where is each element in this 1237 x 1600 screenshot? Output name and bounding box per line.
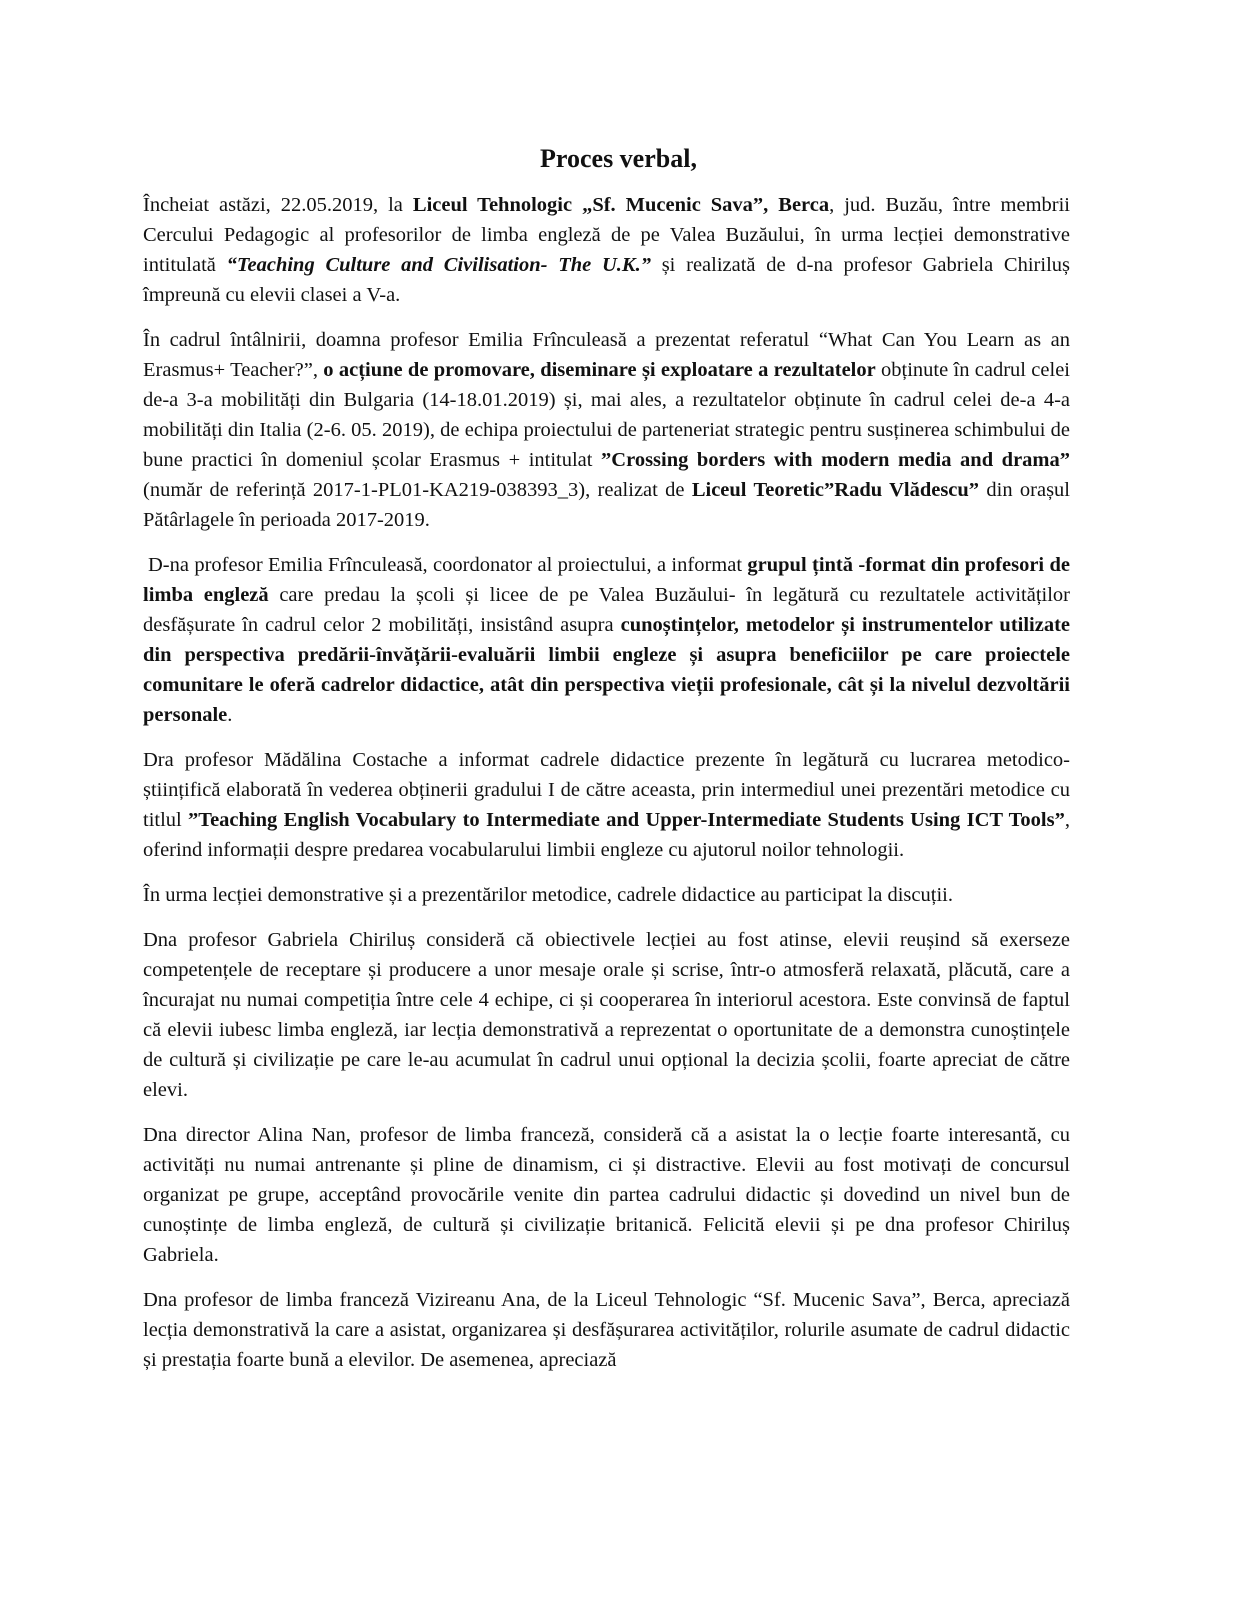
paragraph-vizireanu: Dna profesor de limba franceză Vizireanu Ana, de la Liceul Tehnologic “Sf. Mucenic Sava”, Berca, apreciază lecția demonstrativă la care a asistat, organizarea și desfășurarea activităților, rolurile asumate de cadrul didactic și prestația foarte bună a elevilor. De asemenea, apreciază [143, 1289, 1070, 1371]
document-body [143, 190, 1070, 1390]
text-run: Dra profesor Mădălina Costache a informat cadrele didactice prezente în legătură cu lucrarea metodico-științifică elaborată în vederea obținerii gradului I de către aceasta, prin intermediul unei prezentări metodice cu titlul [143, 749, 1070, 831]
text-run: Încheiat astăzi, 22.05.2019, la [143, 194, 413, 216]
text-run: (număr de referință 2017-1-PL01-KA219-038393_3), realizat de [143, 479, 692, 501]
paragraph-intro [143, 190, 1070, 310]
text-run: care predau la școli și licee de pe Valea Buzăului- în legătură cu rezultatele activităților desfășurate în cadrul celor 2 mobilități, insistând asupra [143, 584, 1070, 636]
text-run: În cadrul întâlnirii, doamna profesor Emilia Frînculeasă a prezentat referatul “What Can You Learn as an Erasmus+ Teacher?”, [143, 329, 1070, 381]
paragraph-presentation [143, 745, 1070, 865]
school-name: Liceul Tehnologic „Sf. Mucenic Sava”, Berca [412, 194, 830, 216]
text-run: din orașul Pătârlagele în perioada 2017-2019. [143, 479, 1070, 531]
text-run: , oferind informații despre predarea vocabularului limbii engleze cu ajutorul noilor tehnologii. [143, 809, 1070, 861]
paragraph-coordinator [143, 550, 1070, 730]
paragraph-discussion: În urma lecției demonstrative și a prezentărilor metodice, cadrele didactice au participat la discuții. [143, 884, 953, 906]
text-run: . [227, 704, 233, 726]
paragraph-nan: Dna director Alina Nan, profesor de limba franceză, consideră că a asistat la o lecție foarte interesantă, cu activități nu numai antrenante și pline de dinamism, ci și distractive. Elevii au fost motivați de concursul organizat pe grupe, acceptând provocările venite din partea cadrului didactic și dovedind un nivel bun de cunoștințe de limba engleză, de cultură și civilizație britanică. Felicită elevii și pe dna profesor Chiriluș Gabriela. [143, 1124, 1070, 1266]
text-run: D-na profesor Emilia Frînculeasă, coordonator al proiectului, a informat [148, 554, 748, 576]
bold-run: cunoștințelor, metodelor și instrumentelor utilizate din perspectiva predării-învățării-evaluării limbii engleze și asupra beneficiilor pe care proiectele comunitare le oferă cadrelor didactice, atât din perspectiva vieții profesionale, cât și la nivelul dezvoltării personale [143, 614, 1071, 726]
presentation-title: ”Teaching English Vocabulary to Intermediate and Upper-Intermediate Students Using ICT Tools” [188, 809, 1065, 831]
partner-school-name: Liceul Teoretic”Radu Vlădescu” [691, 479, 980, 501]
document-title: Proces verbal, [540, 144, 697, 173]
text-run: și realizată de d-na profesor Gabriela Chiriluș împreună cu elevii clasei a V-a. [143, 254, 1070, 306]
bold-run: o acțiune de promovare, diseminare și exploatare a rezultatelor [323, 359, 876, 381]
text-run: obținute în cadrul celei de-a 3-a mobilități din Bulgaria (14-18.01.2019) și, mai ales, a rezultatelor obținute în cadrul celei de-a 4-a mobilități din Italia (2-6. 05. 2019), de echipa proiectului de parteneriat strategic pentru susținerea schimbului de bune practici în domeniul școlar Erasmus + intitulat [143, 359, 1070, 471]
paragraph-chirilus: Dna profesor Gabriela Chiriluș consideră că obiectivele lecției au fost atinse, elevii reușind să exerseze competențele de receptare și producere a unor mesaje orale și scrise, într-o atmosferă relaxată, plăcută, care a încurajat nu numai competiția între cele 4 echipe, ci și cooperarea în interiorul acestora. Este convinsă de faptul că elevii iubesc limba engleză, iar lecția demonstrativă a reprezentat o oportunitate de a demonstra cunoștințele de cultură și civilizație pe care le-au acumulat în cadrul unui opțional la decizia școlii, foarte apreciat de către elevi. [143, 929, 1070, 1101]
text-run: , jud. Buzău, între membrii Cercului Pedagogic al profesorilor de limba engleză de pe Valea Buzăului, în urma lecției demonstrative intitulată [143, 194, 1070, 276]
lesson-title: “Teaching Culture and Civilisation- The U.K.” [226, 254, 651, 276]
paragraph-meeting [143, 325, 1070, 535]
project-title: ”Crossing borders with modern media and drama” [601, 449, 1070, 471]
bold-run: grupul țintă -format din profesori de limba engleză [143, 554, 1070, 606]
